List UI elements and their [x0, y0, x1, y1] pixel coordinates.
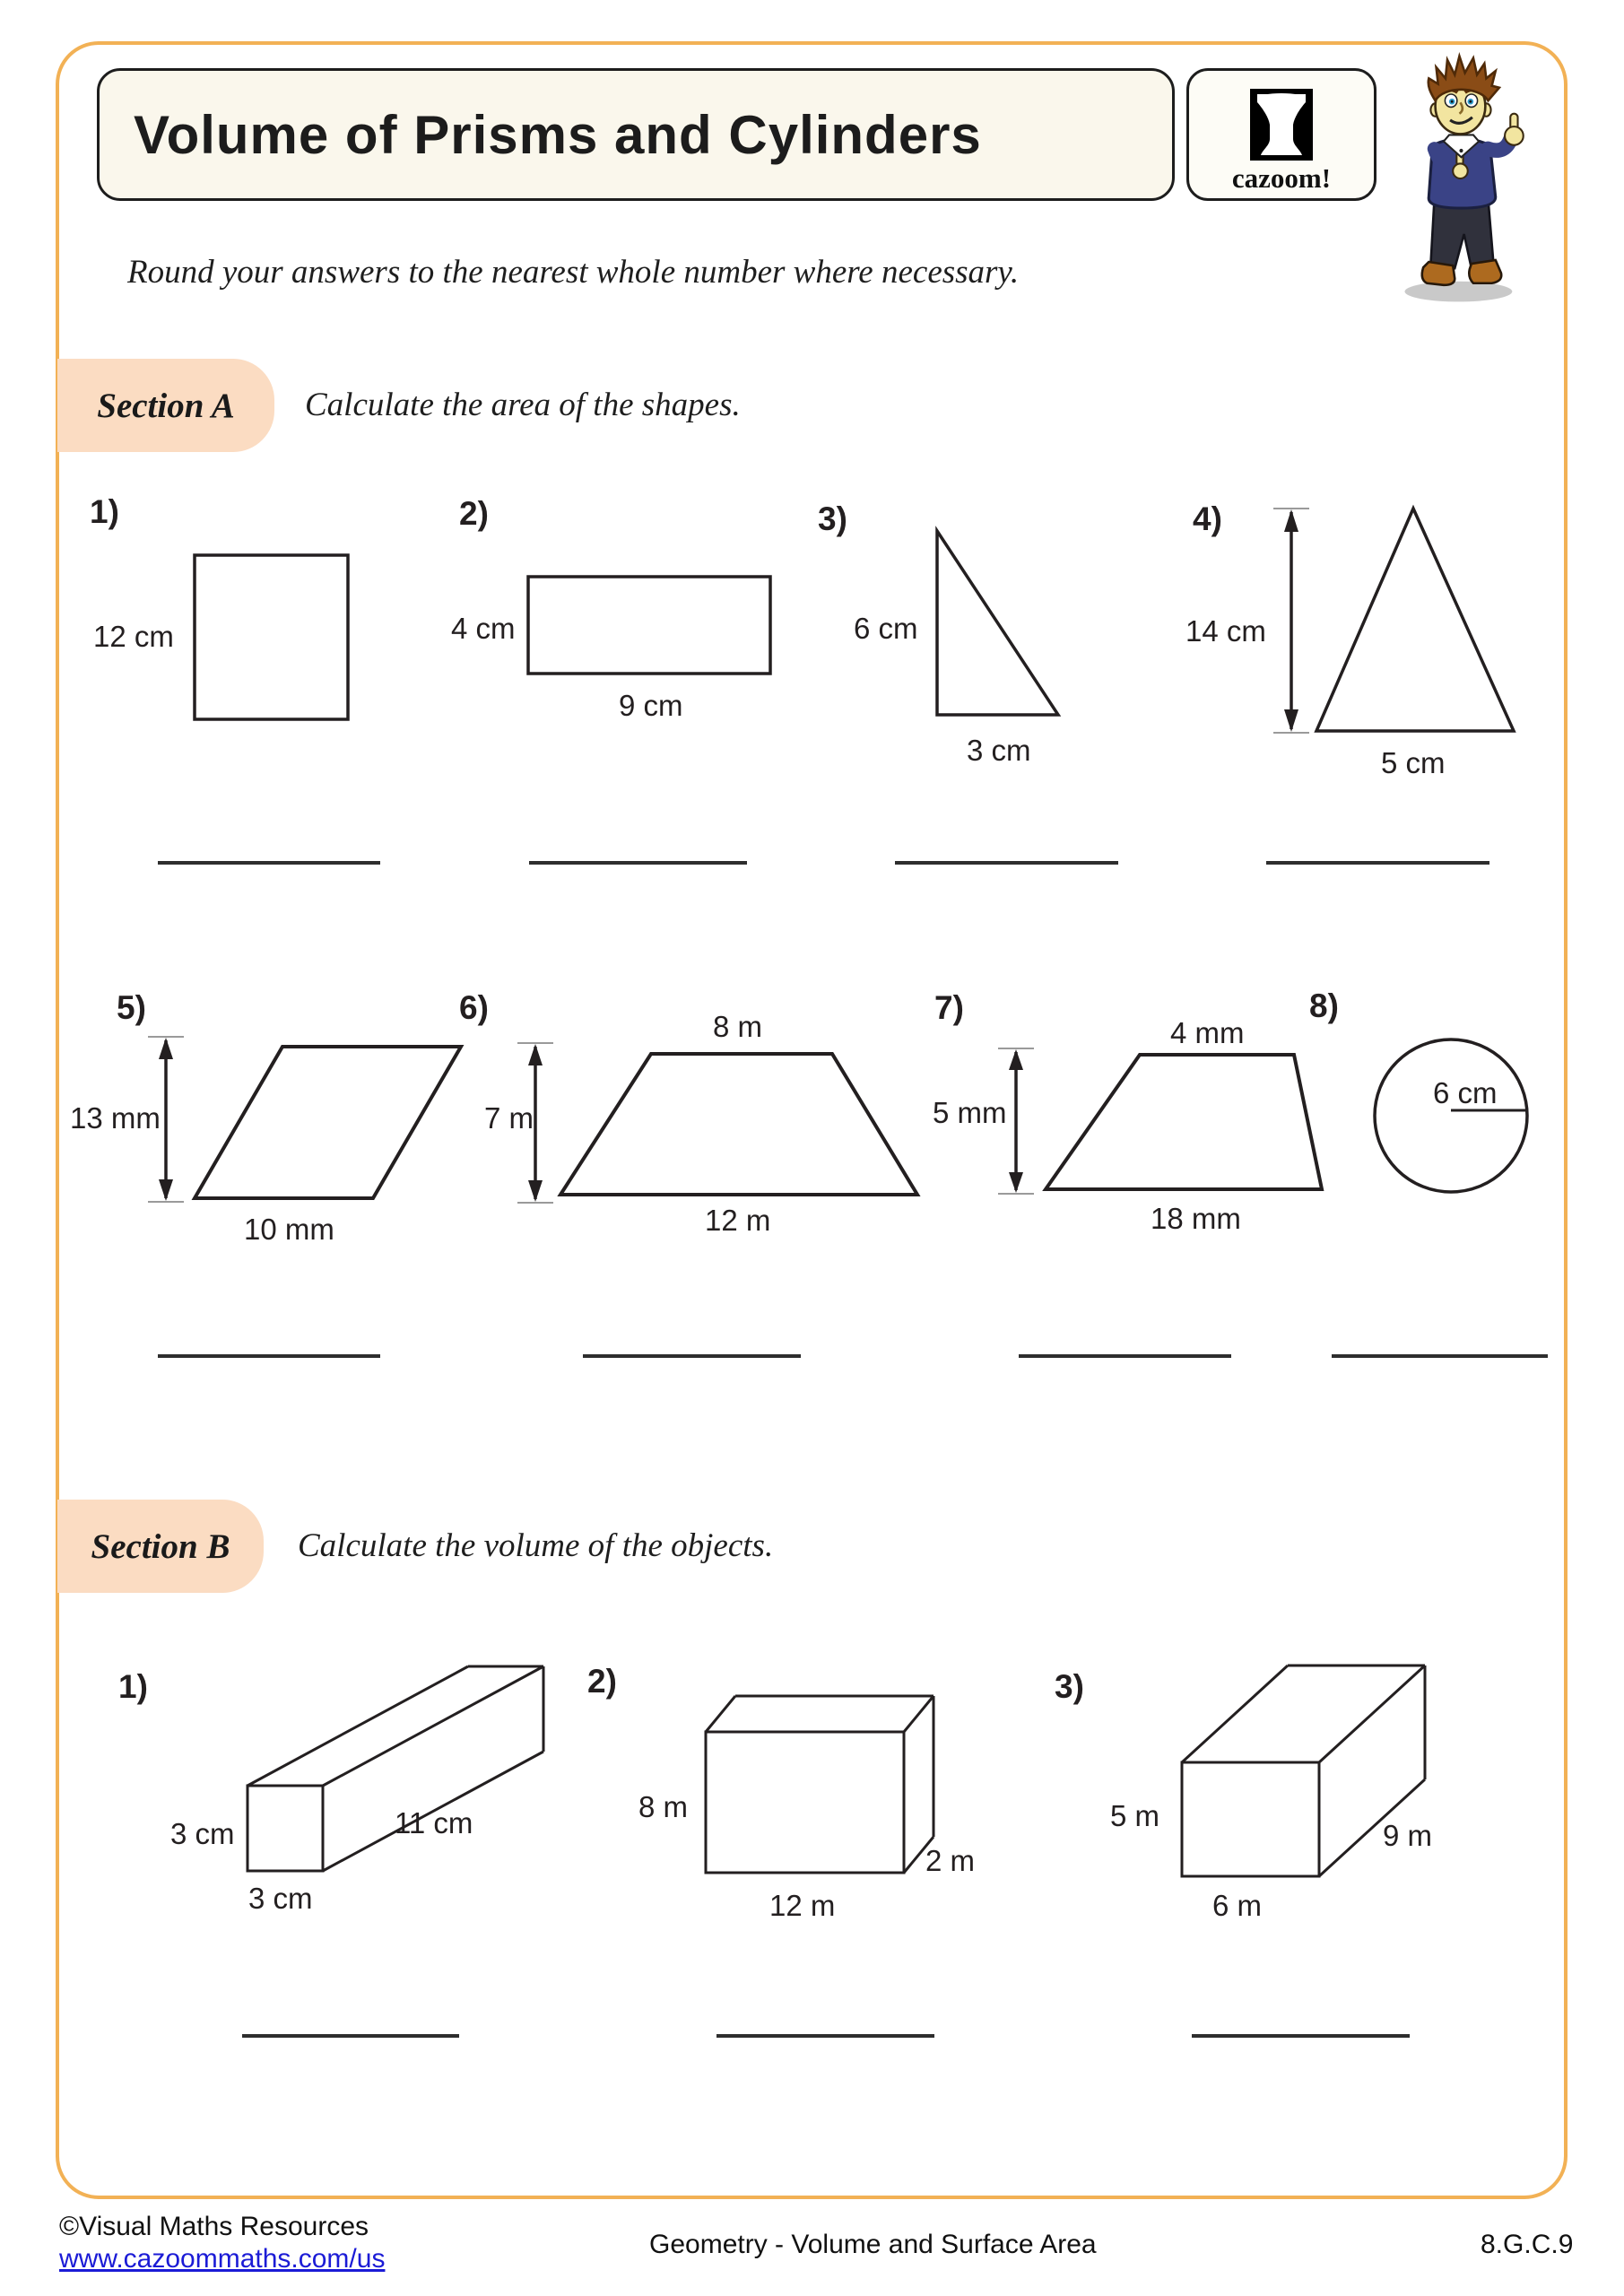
worksheet-instruction: Round your answers to the nearest whole number where necessary. — [127, 254, 1020, 291]
b1-height-label: 3 cm — [170, 1817, 235, 1850]
b1-depth-label: 11 cm — [395, 1806, 473, 1839]
a6-number: 6) — [459, 989, 489, 1026]
a6-top-label: 8 m — [713, 1010, 763, 1043]
a7-base-label: 18 mm — [1151, 1202, 1241, 1235]
a4-height-label: 14 cm — [1185, 614, 1266, 648]
b1-prism-shape — [242, 1657, 551, 1878]
a7-top-label: 4 mm — [1170, 1016, 1245, 1049]
a5-number: 5) — [117, 989, 146, 1026]
answer-line — [529, 861, 747, 865]
b2-depth-label: 2 m — [925, 1844, 976, 1877]
a6-trapezoid-shape — [554, 1048, 925, 1202]
a3-number: 3) — [818, 500, 847, 537]
section-a-badge — [57, 359, 274, 452]
a1-square-shape — [192, 552, 352, 723]
cazoom-drum-icon — [1250, 89, 1313, 161]
section-b-prompt: Calculate the volume of the objects. — [298, 1527, 774, 1564]
a3-base-label: 3 cm — [967, 734, 1031, 767]
a5-height-label: 13 mm — [70, 1101, 161, 1135]
footer-standard-code: 8.G.C.9 — [1481, 2230, 1574, 2259]
a1-side-label: 12 cm — [93, 620, 174, 653]
section-b-label: Section B — [91, 1526, 230, 1566]
answer-line — [716, 2034, 934, 2038]
answer-line — [242, 2034, 459, 2038]
b3-number: 3) — [1055, 1668, 1084, 1705]
footer-url-link[interactable]: www.cazoommaths.com/us — [59, 2244, 386, 2274]
a4-triangle-shape — [1311, 502, 1519, 737]
a1-number: 1) — [90, 493, 119, 530]
section-a-prompt: Calculate the area of the shapes. — [305, 387, 741, 423]
boy-thumbs-up-illustration — [1392, 52, 1531, 305]
page-title: Volume of Prisms and Cylinders — [134, 104, 982, 165]
a6-base-label: 12 m — [705, 1204, 771, 1237]
cazoom-logo-box — [1186, 68, 1376, 201]
a3-side-label: 6 cm — [854, 612, 918, 645]
a4-base-label: 5 cm — [1381, 746, 1446, 779]
answer-line — [583, 1354, 801, 1358]
cazoom-logo-text: cazoom! — [1231, 162, 1332, 194]
answer-line — [158, 1354, 380, 1358]
answer-line — [1019, 1354, 1231, 1358]
a5-base-label: 10 mm — [244, 1213, 334, 1246]
a2-side-label: 4 cm — [451, 612, 516, 645]
b3-depth-label: 9 m — [1383, 1819, 1433, 1852]
b1-width-label: 3 cm — [248, 1882, 313, 1915]
section-b-badge — [57, 1500, 264, 1593]
a7-height-label: 5 mm — [933, 1096, 1007, 1129]
answer-line — [1192, 2034, 1410, 2038]
a2-rectangle-shape — [525, 574, 777, 680]
b3-height-label: 5 m — [1110, 1799, 1160, 1832]
answer-line — [1332, 1354, 1548, 1358]
a7-number: 7) — [934, 989, 964, 1026]
a4-number: 4) — [1193, 500, 1222, 537]
a4-height-arrow — [1272, 505, 1311, 736]
footer-subject: Geometry - Volume and Surface Area — [649, 2230, 1097, 2259]
b1-number: 1) — [118, 1668, 148, 1705]
b2-number: 2) — [587, 1663, 617, 1700]
b3-width-label: 6 m — [1212, 1889, 1263, 1922]
b2-width-label: 12 m — [769, 1889, 836, 1922]
a2-base-label: 9 cm — [619, 689, 683, 722]
answer-line — [158, 861, 380, 865]
a8-radius-label: 6 cm — [1433, 1076, 1498, 1109]
b2-height-label: 8 m — [638, 1790, 689, 1823]
a2-number: 2) — [459, 495, 489, 532]
a6-height-label: 7 m — [484, 1101, 534, 1135]
a8-number: 8) — [1309, 987, 1339, 1024]
section-a-label: Section A — [97, 386, 235, 425]
answer-line — [1266, 861, 1489, 865]
a5-parallelogram-shape — [188, 1040, 472, 1205]
footer-copyright: ©Visual Maths Resources — [59, 2212, 369, 2241]
a3-triangle-shape — [933, 526, 1064, 721]
worksheet-title-box — [97, 68, 1175, 201]
a8-circle-shape — [1370, 1035, 1533, 1198]
answer-line — [895, 861, 1118, 865]
a7-trapezoid-shape — [1038, 1048, 1331, 1196]
